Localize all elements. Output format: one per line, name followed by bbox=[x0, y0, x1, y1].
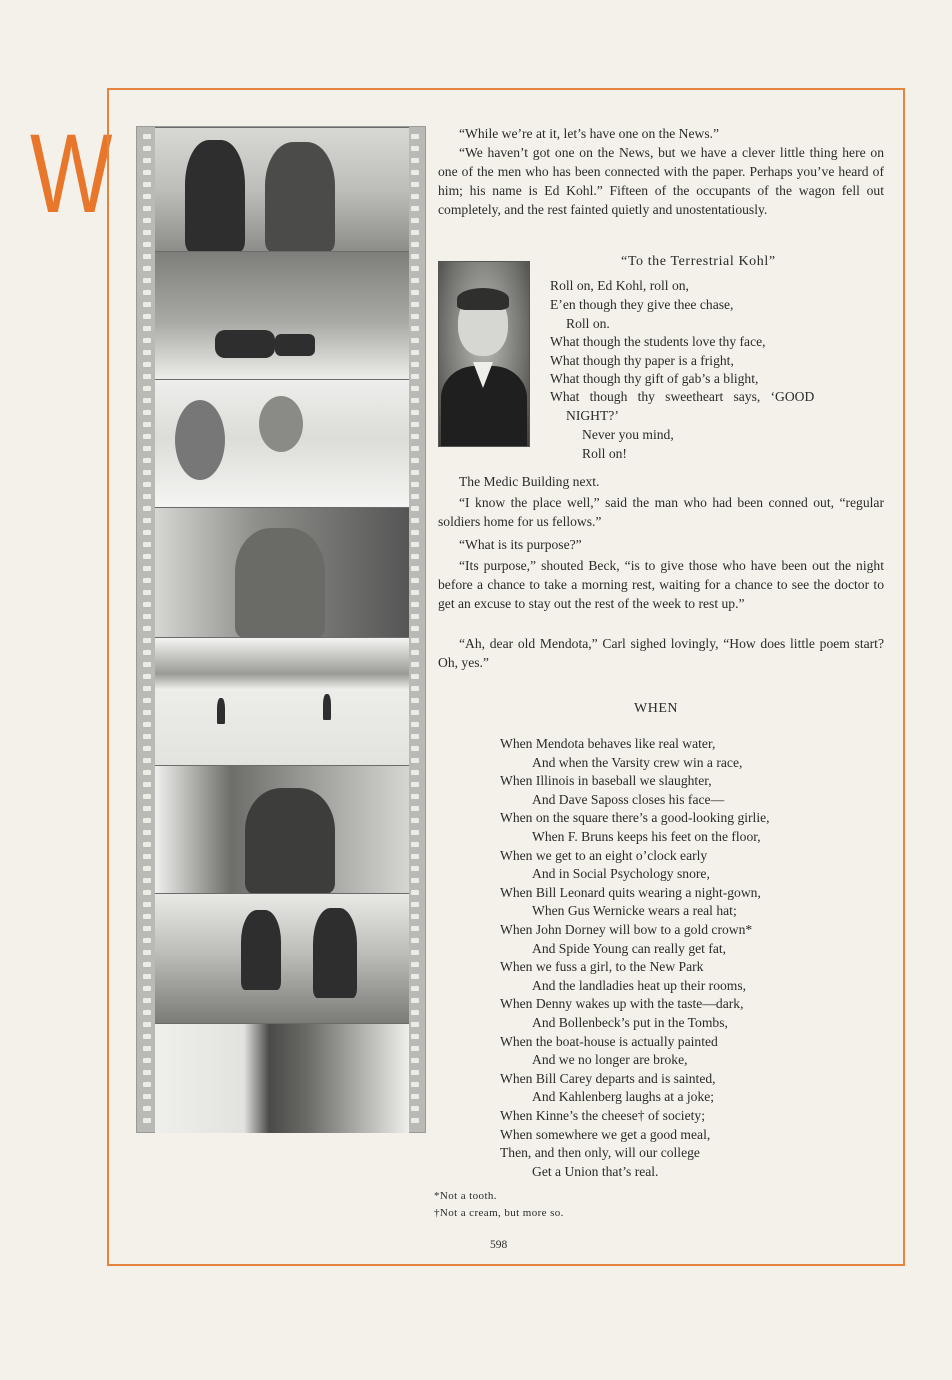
film-perforation-hole bbox=[143, 914, 151, 919]
film-perforation-hole bbox=[411, 434, 419, 439]
film-perforation-hole bbox=[411, 278, 419, 283]
film-perforation-hole bbox=[411, 338, 419, 343]
film-perforation-hole bbox=[411, 986, 419, 991]
when-poem-line: When we get to an eight o’clock early bbox=[500, 847, 708, 863]
film-perforation-hole bbox=[411, 386, 419, 391]
film-perforation-hole bbox=[411, 794, 419, 799]
film-perforation-hole bbox=[143, 206, 151, 211]
film-perforation-hole bbox=[143, 734, 151, 739]
film-perforation-hole bbox=[411, 890, 419, 895]
kohl-poem-line: Never you mind, bbox=[582, 427, 674, 442]
photo-two-men bbox=[155, 127, 409, 252]
film-perforation-hole bbox=[411, 626, 419, 631]
film-perforation-hole bbox=[143, 566, 151, 571]
kohl-poem-line: E’en though they give thee chase, bbox=[550, 297, 734, 312]
film-perforation-hole bbox=[143, 362, 151, 367]
film-perforation-hole bbox=[411, 758, 419, 763]
film-perforation-hole bbox=[411, 170, 419, 175]
film-perforation-hole bbox=[411, 1118, 419, 1123]
film-perforation-hole bbox=[411, 242, 419, 247]
film-perforation-hole bbox=[411, 830, 419, 835]
when-poem-line: When the boat-house is actually painted bbox=[500, 1033, 718, 1049]
film-perforation-hole bbox=[143, 482, 151, 487]
body-paragraph-3: “What is its purpose?” bbox=[459, 537, 582, 552]
film-perforation-hole bbox=[411, 482, 419, 487]
film-strip bbox=[136, 126, 426, 1133]
body-paragraph-1: The Medic Building next. bbox=[459, 474, 600, 489]
film-perforation-hole bbox=[143, 134, 151, 139]
film-perforation-hole bbox=[411, 350, 419, 355]
film-perforation-hole bbox=[143, 974, 151, 979]
film-perforation-hole bbox=[143, 626, 151, 631]
when-poem-line: When on the square there’s a good-looking girlie, bbox=[500, 810, 770, 826]
when-poem-line: And we no longer are broke, bbox=[532, 1052, 688, 1068]
film-perforation-hole bbox=[411, 866, 419, 871]
film-perforation-hole bbox=[411, 314, 419, 319]
intro-paragraph-2: “We haven’t got one on the News, but we have a clever little thing here on one of the men who has been connected with the paper. Perhaps you’ve heard of him; his name is Ed Kohl.” Fifteen of the occupants of the wagon fell out completely, and the rest fainted quietly and unostentatiously. bbox=[438, 145, 884, 217]
film-perforation-hole bbox=[411, 842, 419, 847]
film-perforation-hole bbox=[143, 470, 151, 475]
film-perforations-left bbox=[140, 127, 154, 1132]
when-poem-line: And the landladies heat up their rooms, bbox=[532, 977, 747, 993]
page-number: 598 bbox=[490, 1239, 508, 1251]
film-perforation-hole bbox=[411, 734, 419, 739]
film-perforation-hole bbox=[143, 1082, 151, 1087]
film-perforation-hole bbox=[143, 446, 151, 451]
film-perforation-hole bbox=[411, 506, 419, 511]
body-paragraph-4: “Its purpose,” shouted Beck, “is to give those who have been out the night before a chance to take a morning rest, waiting for a chance to see the doctor to get an excuse to stay out the rest of the week to rest up.” bbox=[438, 558, 884, 611]
photo-snowy-trees bbox=[155, 379, 409, 508]
film-perforation-hole bbox=[143, 998, 151, 1003]
section-initial-letter: W bbox=[30, 111, 113, 236]
film-perforation-hole bbox=[143, 950, 151, 955]
film-perforation-hole bbox=[143, 650, 151, 655]
film-perforation-hole bbox=[143, 530, 151, 535]
film-perforation-hole bbox=[411, 326, 419, 331]
when-poem-line: Then, and then only, will our college bbox=[500, 1145, 700, 1161]
film-perforation-hole bbox=[411, 518, 419, 523]
film-perforation-hole bbox=[411, 914, 419, 919]
film-perforation-hole bbox=[143, 1010, 151, 1015]
portrait-hair bbox=[457, 288, 509, 310]
when-poem-line: When Denny wakes up with the taste—dark, bbox=[500, 996, 744, 1012]
film-perforation-hole bbox=[411, 902, 419, 907]
film-perforation-hole bbox=[143, 1034, 151, 1039]
film-perforation-hole bbox=[143, 890, 151, 895]
photo-two-men-sitting bbox=[155, 893, 409, 1024]
film-perforation-hole bbox=[143, 302, 151, 307]
film-perforation-hole bbox=[143, 842, 151, 847]
film-perforation-hole bbox=[143, 878, 151, 883]
film-perforation-hole bbox=[143, 770, 151, 775]
film-perforation-hole bbox=[411, 650, 419, 655]
film-perforation-hole bbox=[411, 746, 419, 751]
footnote-1: *Not a tooth. bbox=[434, 1190, 497, 1202]
film-perforation-hole bbox=[411, 590, 419, 595]
film-perforation-hole bbox=[411, 722, 419, 727]
film-perforation-hole bbox=[143, 926, 151, 931]
film-perforation-hole bbox=[411, 446, 419, 451]
film-perforation-hole bbox=[411, 686, 419, 691]
film-perforation-hole bbox=[411, 578, 419, 583]
when-poem-line: And Spide Young can really get fat, bbox=[532, 940, 727, 956]
film-perforation-hole bbox=[411, 206, 419, 211]
film-perforation-hole bbox=[143, 494, 151, 499]
film-perforation-hole bbox=[143, 182, 151, 187]
film-perforation-hole bbox=[411, 158, 419, 163]
film-perforation-hole bbox=[143, 830, 151, 835]
kohl-poem-line: Roll on, Ed Kohl, roll on, bbox=[550, 278, 689, 293]
film-perforation-hole bbox=[411, 254, 419, 259]
film-perforation-hole bbox=[411, 410, 419, 415]
film-perforations-right bbox=[408, 127, 422, 1132]
film-perforation-hole bbox=[411, 542, 419, 547]
film-perforation-hole bbox=[143, 614, 151, 619]
film-perforation-hole bbox=[143, 338, 151, 343]
kohl-poem-line: What though thy paper is a fright, bbox=[550, 353, 734, 368]
film-perforation-hole bbox=[143, 938, 151, 943]
film-perforation-hole bbox=[411, 818, 419, 823]
film-perforation-hole bbox=[143, 266, 151, 271]
film-perforation-hole bbox=[411, 194, 419, 199]
film-perforation-hole bbox=[143, 278, 151, 283]
photo-frozen-lake bbox=[155, 637, 409, 766]
photo-building-sleigh bbox=[155, 251, 409, 380]
film-perforation-hole bbox=[143, 794, 151, 799]
when-poem-title: WHEN bbox=[634, 701, 678, 716]
film-perforation-hole bbox=[143, 662, 151, 667]
when-poem-line: When Bill Leonard quits wearing a night-gown, bbox=[500, 884, 761, 900]
when-poem-line: And Kahlenberg laughs at a joke; bbox=[532, 1089, 715, 1105]
body-paragraph-2: “I know the place well,” said the man who had been conned out, “regular soldiers home for us fellows.” bbox=[438, 495, 884, 529]
when-poem-line: And when the Varsity crew win a race, bbox=[532, 754, 743, 770]
film-perforation-hole bbox=[143, 854, 151, 859]
film-perforation-hole bbox=[143, 722, 151, 727]
film-perforation-hole bbox=[143, 434, 151, 439]
film-perforation-hole bbox=[411, 926, 419, 931]
film-perforation-hole bbox=[143, 254, 151, 259]
film-perforation-hole bbox=[411, 230, 419, 235]
film-perforation-hole bbox=[411, 998, 419, 1003]
film-perforation-hole bbox=[143, 398, 151, 403]
film-perforation-hole bbox=[143, 1022, 151, 1027]
kohl-poem-line: Roll on. bbox=[566, 316, 610, 331]
film-perforation-hole bbox=[411, 374, 419, 379]
film-perforation-hole bbox=[411, 1010, 419, 1015]
film-perforation-hole bbox=[143, 710, 151, 715]
film-perforation-hole bbox=[143, 170, 151, 175]
kohl-poem-line: What though the students love thy face, bbox=[550, 334, 766, 349]
film-perforation-hole bbox=[411, 962, 419, 967]
film-perforation-hole bbox=[143, 458, 151, 463]
film-perforation-hole bbox=[411, 1082, 419, 1087]
film-perforation-hole bbox=[411, 878, 419, 883]
when-poem-line: And in Social Psychology snore, bbox=[532, 866, 710, 882]
film-perforation-hole bbox=[143, 314, 151, 319]
film-perforation-hole bbox=[411, 554, 419, 559]
film-perforation-hole bbox=[143, 590, 151, 595]
film-perforation-hole bbox=[143, 806, 151, 811]
when-poem-line: When we fuss a girl, to the New Park bbox=[500, 959, 704, 975]
film-perforation-hole bbox=[143, 686, 151, 691]
film-perforation-hole bbox=[411, 470, 419, 475]
film-perforation-hole bbox=[143, 422, 151, 427]
portrait-ed-kohl bbox=[438, 261, 530, 447]
when-poem-line: And Bollenbeck’s put in the Tombs, bbox=[532, 1015, 728, 1030]
film-perforation-hole bbox=[143, 1094, 151, 1099]
film-perforation-hole bbox=[411, 938, 419, 943]
film-perforation-hole bbox=[411, 458, 419, 463]
film-perforation-hole bbox=[411, 854, 419, 859]
film-perforation-hole bbox=[411, 614, 419, 619]
film-perforation-hole bbox=[143, 782, 151, 787]
film-perforation-hole bbox=[411, 674, 419, 679]
film-perforation-hole bbox=[143, 746, 151, 751]
film-perforation-hole bbox=[411, 974, 419, 979]
film-perforation-hole bbox=[143, 962, 151, 967]
film-perforation-hole bbox=[143, 242, 151, 247]
film-perforation-hole bbox=[143, 638, 151, 643]
film-perforation-hole bbox=[411, 710, 419, 715]
when-poem-line: When Illinois in baseball we slaughter, bbox=[500, 773, 712, 789]
film-perforation-hole bbox=[143, 218, 151, 223]
when-poem-line: Get a Union that’s real. bbox=[532, 1163, 659, 1179]
film-perforation-hole bbox=[143, 758, 151, 763]
film-perforation-hole bbox=[411, 698, 419, 703]
film-perforation-hole bbox=[143, 698, 151, 703]
when-poem-line: When John Dorney will bow to a gold crown* bbox=[500, 922, 753, 937]
film-perforation-hole bbox=[143, 986, 151, 991]
body-paragraph-5: “Ah, dear old Mendota,” Carl sighed lovingly, “How does little poem start? Oh, yes.” bbox=[438, 636, 884, 670]
film-perforation-hole bbox=[411, 494, 419, 499]
film-perforation-hole bbox=[143, 146, 151, 151]
film-perforation-hole bbox=[143, 1046, 151, 1051]
film-perforation-hole bbox=[411, 662, 419, 667]
film-perforation-hole bbox=[143, 194, 151, 199]
photo-man-reclining bbox=[155, 507, 409, 638]
film-perforation-hole bbox=[143, 578, 151, 583]
film-perforation-hole bbox=[411, 770, 419, 775]
footnote-2: †Not a cream, but more so. bbox=[434, 1207, 564, 1219]
film-perforation-hole bbox=[411, 182, 419, 187]
film-perforation-hole bbox=[143, 866, 151, 871]
film-perforation-hole bbox=[143, 674, 151, 679]
kohl-poem-line: Roll on! bbox=[582, 446, 627, 461]
kohl-poem-line: NIGHT?’ bbox=[566, 408, 619, 423]
when-poem-line: When F. Bruns keeps his feet on the floor, bbox=[532, 829, 761, 844]
film-perforation-hole bbox=[411, 398, 419, 403]
film-perforation-hole bbox=[411, 134, 419, 139]
film-perforation-hole bbox=[143, 158, 151, 163]
film-perforation-hole bbox=[143, 902, 151, 907]
film-perforation-hole bbox=[411, 422, 419, 427]
film-perforation-hole bbox=[411, 302, 419, 307]
kohl-poem-title: “To the Terrestrial Kohl” bbox=[621, 254, 776, 269]
film-perforation-hole bbox=[411, 638, 419, 643]
film-perforation-hole bbox=[411, 362, 419, 367]
photo-man-sweater bbox=[155, 765, 409, 894]
film-perforation-hole bbox=[411, 566, 419, 571]
film-perforation-hole bbox=[143, 326, 151, 331]
film-perforation-hole bbox=[411, 1070, 419, 1075]
film-perforation-hole bbox=[411, 1022, 419, 1027]
film-perforation-hole bbox=[411, 146, 419, 151]
film-perforation-hole bbox=[143, 374, 151, 379]
film-perforation-hole bbox=[143, 818, 151, 823]
photo-sled-riders bbox=[155, 1023, 409, 1133]
when-poem-line: And Dave Saposs closes his face— bbox=[532, 791, 725, 807]
when-poem-line: When somewhere we get a good meal, bbox=[500, 1126, 711, 1142]
film-perforation-hole bbox=[143, 542, 151, 547]
film-perforation-hole bbox=[143, 1118, 151, 1123]
film-perforation-hole bbox=[411, 218, 419, 223]
film-perforation-hole bbox=[411, 782, 419, 787]
film-perforation-hole bbox=[143, 290, 151, 295]
film-perforation-hole bbox=[411, 1046, 419, 1051]
when-poem-line: When Mendota behaves like real water, bbox=[500, 736, 716, 751]
film-perforation-hole bbox=[143, 1070, 151, 1075]
film-perforation-hole bbox=[143, 602, 151, 607]
film-perforation-hole bbox=[411, 1094, 419, 1099]
film-perforation-hole bbox=[143, 554, 151, 559]
film-perforation-hole bbox=[411, 1034, 419, 1039]
film-perforation-hole bbox=[143, 506, 151, 511]
when-poem-line: When Kinne’s the cheese† of society; bbox=[500, 1108, 705, 1123]
film-perforation-hole bbox=[411, 290, 419, 295]
film-perforation-hole bbox=[143, 230, 151, 235]
film-perforation-hole bbox=[143, 1106, 151, 1111]
film-perforation-hole bbox=[411, 806, 419, 811]
kohl-poem-line: What though thy sweetheart says, ‘GOOD bbox=[550, 389, 815, 404]
film-perforation-hole bbox=[411, 1058, 419, 1063]
film-perforation-hole bbox=[411, 266, 419, 271]
film-perforation-hole bbox=[411, 602, 419, 607]
kohl-poem-line: What though thy gift of gab’s a blight, bbox=[550, 371, 759, 386]
film-perforation-hole bbox=[143, 1058, 151, 1063]
film-perforation-hole bbox=[411, 530, 419, 535]
intro-paragraph-1: “While we’re at it, let’s have one on the News.” bbox=[459, 126, 720, 141]
film-perforation-hole bbox=[143, 350, 151, 355]
film-perforation-hole bbox=[143, 518, 151, 523]
film-perforation-hole bbox=[143, 386, 151, 391]
film-perforation-hole bbox=[411, 1106, 419, 1111]
when-poem-line: When Gus Wernicke wears a real hat; bbox=[532, 903, 737, 919]
film-perforation-hole bbox=[143, 410, 151, 415]
film-perforation-hole bbox=[411, 950, 419, 955]
when-poem-line: When Bill Carey departs and is sainted, bbox=[500, 1070, 716, 1086]
